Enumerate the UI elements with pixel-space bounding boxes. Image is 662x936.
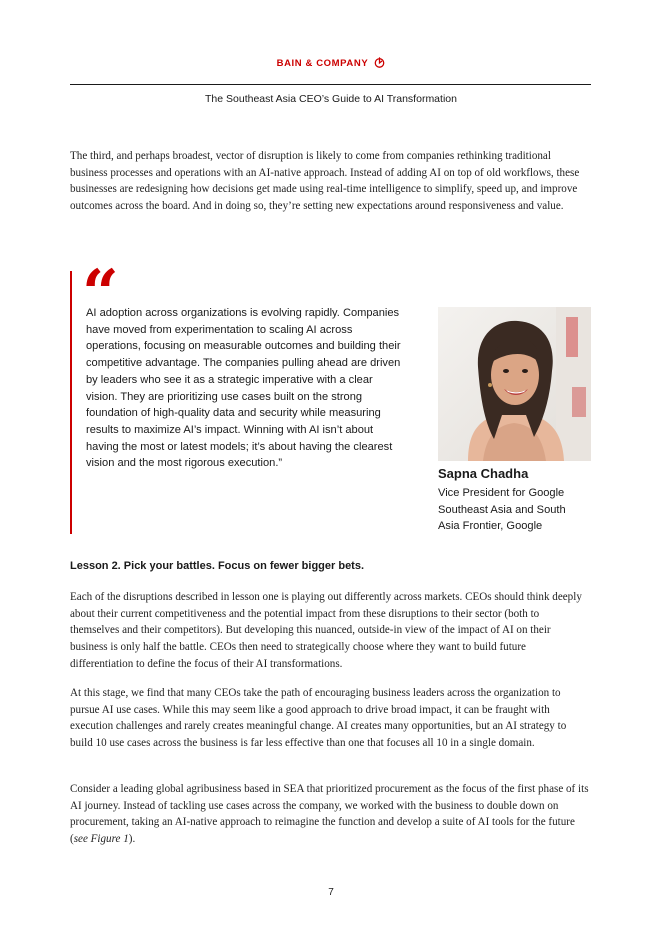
brand-name: BAIN & COMPANY (276, 58, 369, 69)
final-paragraph-text: Consider a leading global agribusiness based in SEA that prioritized procurement as the focus of the first phase of its AI journey. Instead of tackling use cases across the company, we worked with the business to double down on procurement, taking an AI-native approach to reimagine the function and develop a suite of AI tools for the future ( (70, 783, 589, 846)
portrait-illustration (438, 307, 591, 461)
quote-accent-bar (70, 271, 72, 534)
person-name: Sapna Chadha (438, 466, 529, 481)
lesson-heading: Lesson 2. Pick your battles. Focus on fewer bigger bets. (70, 560, 365, 572)
quote-text: AI adoption across organizations is evolving rapidly. Companies have moved from experimentation to scaling AI across operations, focusing on measurable outcomes and building their competitive advantage. The companies pulling ahead are driven by leaders who see it as a strategic imperative with a clear vision. They are prioritizing use cases built on the strong foundation of high-quality data and security while measuring results to maximize AI’s impact. Winning with AI isn’t about having the most or latest models; it’s about having the clearest vision and the most rigorous execution.” (86, 307, 401, 470)
bain-logo-icon (374, 57, 385, 68)
body-paragraph-2: At this stage, we find that many CEOs take the path of encouraging business leaders across the organization to pursue AI use cases. While this may seem like a good approach to drive broad impact, it can be fraught with execution challenges and rarely creates meaningful change. AI creates many opportunities, but an AI strategy to build 10 use cases across the business is far less effective than one that focuses all 10 in a single domain. (70, 687, 567, 750)
header-divider (70, 84, 591, 85)
page-number: 7 (328, 887, 334, 898)
body-paragraph-3 (70, 781, 590, 848)
brand-logo (0, 57, 662, 69)
person-role: Vice President for Google Southeast Asia and South Asia Frontier, Google (438, 487, 566, 533)
body-paragraph-1: Each of the disruptions described in lesson one is playing out differently across markets. CEOs should think deeply about their current competitiveness and the potential impact from these disruptions to their sector (both to themselves and their competitors). But developing this nuanced, outside-in view of the impact of AI on their business is only half the battle. CEOs then need to strategically choose where they want to build future differentiation to define the focus of their AI transformations. (70, 591, 582, 670)
portrait-photo (438, 307, 591, 461)
final-paragraph-closing: ). (128, 833, 136, 846)
figure-reference-link[interactable]: see Figure 1 (73, 833, 129, 846)
intro-paragraph: The third, and perhaps broadest, vector of disruption is likely to come from companies rethinking traditional business processes and operations with an AI-native approach. Instead of adding AI on top of old workflows, these businesses are redesigning how decisions get made using real-time intelligence to simplify, speed up, and improve outcomes across the board. And in doing so, they’re setting new expectations around responsiveness and value. (70, 150, 580, 213)
quote-mark-icon: “ (82, 256, 119, 331)
document-title: The Southeast Asia CEO’s Guide to AI Transformation (205, 93, 457, 105)
